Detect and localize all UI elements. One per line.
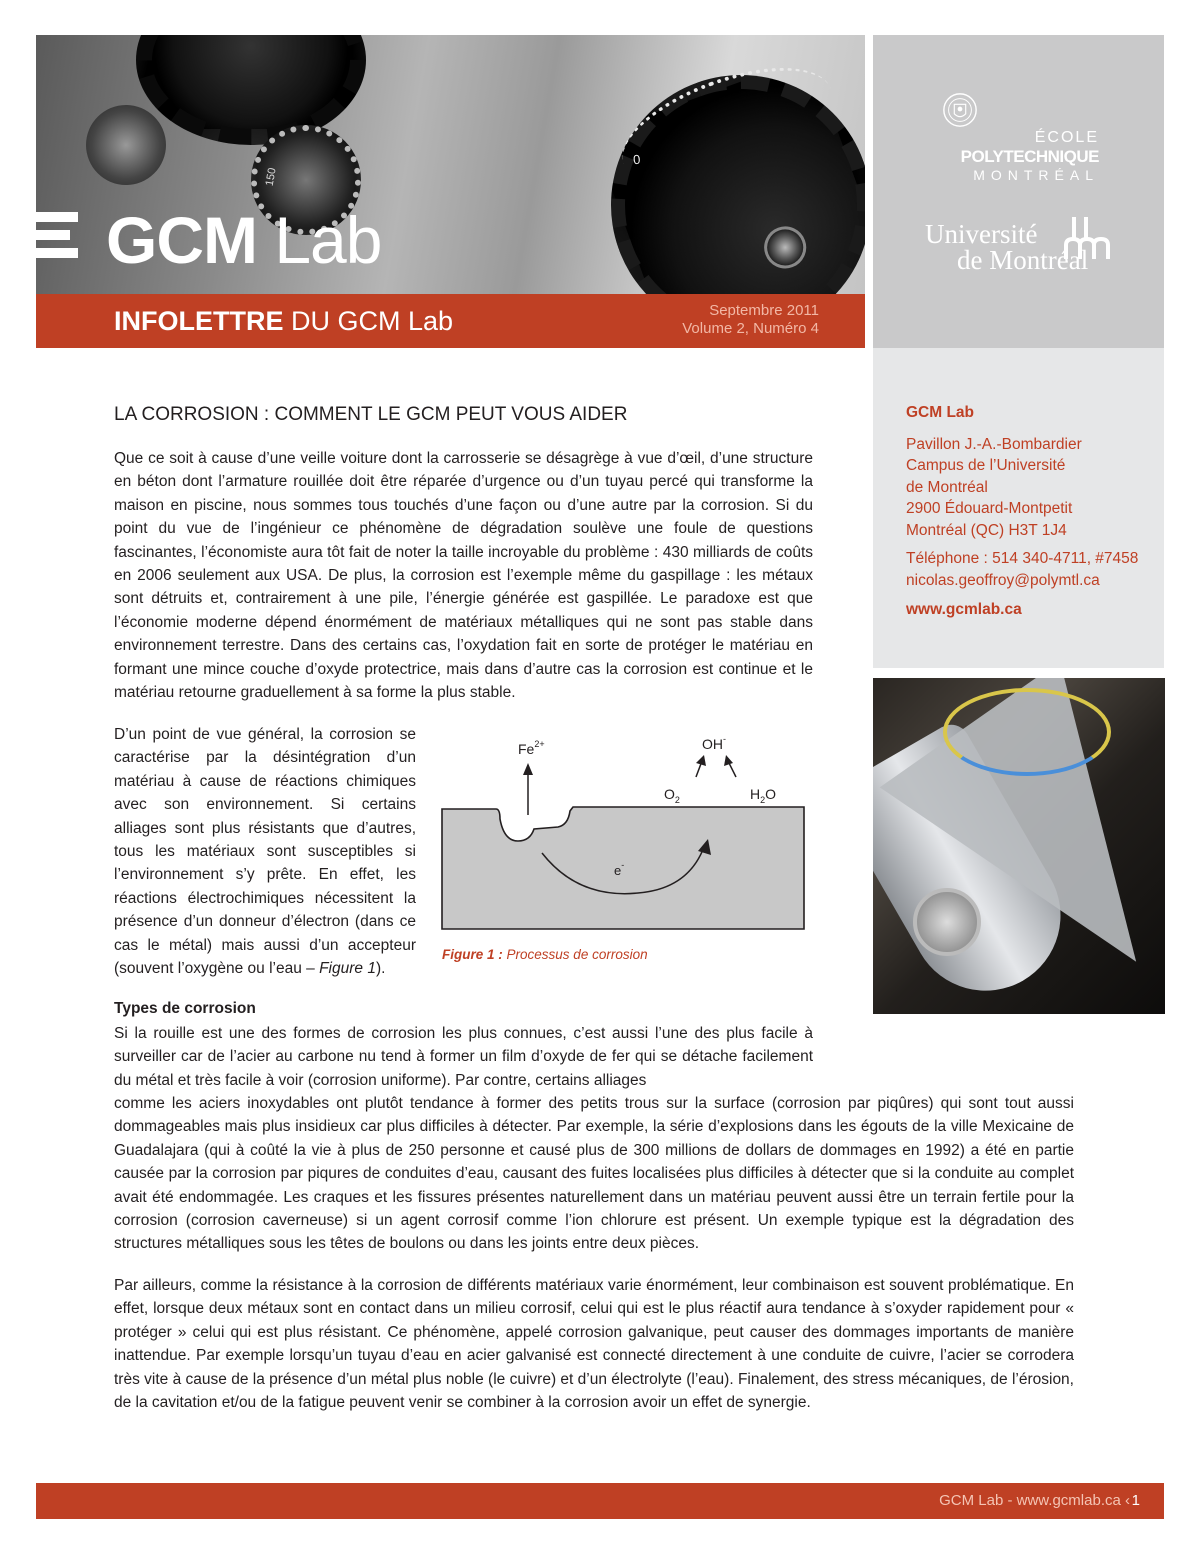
- wires: [943, 688, 1111, 776]
- udem-line1: Université: [925, 219, 1038, 249]
- address-line: Campus de l’Université: [906, 457, 1066, 474]
- paragraph-text: D’un point de vue général, la corrosion se caractérise par la désintégration d’un matériau à cause de réactions chimiques avec son environnement. Si certains alliages sont plus résistants que d’autres, tous les matériaux sont susceptibles si l’environnement s’y prête. En effet, les réactions électrochimiques nécessitent la présence d’un donneur d’électron (dans ce cas le métal) mais aussi d’un accepteur (souvent l’oxygène ou l’eau –: [114, 726, 416, 978]
- article-headline: LA CORROSION : COMMENT LE GCM PEUT VOUS AIDER: [114, 404, 628, 425]
- gcm-logo: [106, 205, 381, 275]
- contact-name: GCM Lab: [906, 404, 975, 421]
- microscope-knob: [86, 105, 166, 185]
- footer-text[interactable]: GCM Lab - www.gcmlab.ca ‹: [939, 1492, 1130, 1509]
- newsletter-title-bold: INFOLETTRE: [114, 306, 284, 336]
- fe-ion-label: $Fe^{2+}$: [518, 739, 545, 757]
- corrosion-diagram: [438, 729, 816, 939]
- microscope-knob: [136, 35, 366, 145]
- section-heading: Types de corrosion: [114, 1000, 256, 1017]
- udem-logo: [923, 215, 1113, 295]
- address-line: 2900 Édouard-Montpetit: [906, 500, 1073, 517]
- equipment-photo: [873, 678, 1165, 1014]
- arrowhead: [724, 755, 733, 766]
- water-label: $H_2O$: [750, 786, 777, 805]
- contact-email[interactable]: nicolas.geoffroy@polymtl.ca: [906, 571, 1100, 589]
- newsletter-title: [114, 306, 453, 337]
- dial-label: 150: [263, 166, 279, 188]
- issue-date: Septembre 2011: [709, 302, 819, 319]
- issue-info: [682, 302, 819, 338]
- article-paragraph: comme les aciers inoxydables ont plutôt tendance à former des petits trous sur la surface (corrosion par piqûres) qui sont tout aussi dommageables mais plus insidieux car plus difficiles à détecter. Par exemple, la série d’explosions dans les égouts de la ville Mexicaine de Guadalajara (qui à coûté la vie à plus de 250 personne et causé plus de 300 millions de dollars de dommages en 1992) a été en partie causée par la corrosion par piqures de conduites d’eau, causant des fuites localisées plus difficiles à détecter que si la conduite au complet avait été endommagée. Les craques et les fissures présentes naturellement dans un matériau peuvent aussi être un terrain fertile pour la corrosion (corrosion caverneuse) si un agent corrosif comme l’ion chlorure est présent. Un exemple typique est la dégradation des structures métalliques sous les têtes de boulons ou dans les joints entre deux pièces.: [114, 1095, 1074, 1253]
- newsletter-bar: [36, 294, 865, 348]
- dial-label: 0: [632, 151, 641, 168]
- address-line: Pavillon J.-A.-Bombardier: [906, 435, 1082, 453]
- poly-line3: MONTRÉAL: [973, 167, 1099, 183]
- poly-line2: POLYTECHNIQUE: [960, 147, 1099, 166]
- udem-line2: de Montréal: [957, 245, 1089, 275]
- partner-panel: [873, 35, 1164, 348]
- connector: [913, 888, 981, 956]
- article-paragraph: Que ce soit à cause d’une veille voiture dont la carrosserie se désagrège à vue d’œil, d’une structure en béton dont l’armature rouillée doit être réparée d’urgence ou d’un tuyau percé qui transforme la maison en piscine, nous sommes tous touchés d’une façon ou d’une autre par la corrosion. Si du point du vue de l’ingénieur ce phénomène de dégradation soulève une foule de questions fascinantes, l’économiste aura tôt fait de noter la taille incroyable du problème : 430 milliards de coûts en 2006 seulement aux USA. De plus, la corrosion est l’exemple même du gaspillage : les métaux sont détruits et, contrairement à une pile, l’énergie générée est gaspillée. Le paradoxe est que l’économie moderne dépend énormément de matériaux métalliques qui ne sont pas stable dans environnement terrestre. Dans des certains cas, l’oxydation fait en sorte de protéger le matériau en formant une mince couche d’oxyde protectrice, mais dans d’autre cas la corrosion est continue et le matériau retourne graduellement à sa forme la plus stable.: [114, 450, 813, 702]
- lens: [758, 221, 812, 275]
- oxygen-label: $O_2$: [664, 786, 680, 805]
- microscope-dial: [574, 38, 865, 294]
- article-paragraph: [114, 723, 416, 980]
- gcm-logo-icon: [36, 212, 78, 268]
- electron-label: e-: [614, 860, 625, 878]
- logo-light: Lab: [274, 203, 382, 277]
- hydroxide-label: OH-: [702, 734, 726, 752]
- udem-mark-icon: [1064, 215, 1112, 263]
- address-line: de Montréal: [906, 478, 988, 496]
- poly-line1: ÉCOLE: [1034, 129, 1099, 146]
- paragraph-text: ).: [375, 960, 386, 978]
- logo-bold: GCM: [106, 203, 257, 277]
- address-line: Montréal (QC) H3T 1J4: [906, 521, 1067, 539]
- footer-bar: [36, 1483, 1164, 1519]
- contact-panel: [873, 348, 1164, 668]
- figure-reference: Figure 1: [319, 960, 376, 978]
- figure-caption: [442, 947, 648, 962]
- article-paragraph: Par ailleurs, comme la résistance à la corrosion de différents matériaux varie énormément, leur combinaison est souvent problématique. En effet, lorsque deux métaux sont en contact dans un milieu corrosif, celui qui est le plus réactif aura tendance à s’oxyder rapidement pour « protéger » celui qui est plus résistant. Ce phénomène, appelé corrosion galvanique, peut causer des dommages importants de manière inattendue. Par exemple lorsqu’un tuyau d’eau en acier galvanisé est connecté directement à une conduite de cuivre, l’acier se corrodera très vite à cause de la présence d’un métal plus noble (le cuivre) et d’un électrolyte (l’eau). Finalement, des stress mécaniques, de l’érosion, de la cavitation et/ou de la fatigue peuvent venir se combiner à la corrosion avoir un effet de synergie.: [114, 1277, 1074, 1412]
- dial-scale: [608, 44, 847, 208]
- polytechnique-seal-icon: [941, 91, 979, 129]
- contact-phone: Téléphone : 514 340-4711, #7458: [906, 550, 1139, 567]
- arrowhead: [523, 763, 533, 775]
- contact-info: [906, 402, 1156, 621]
- newsletter-title-rest: DU GCM Lab: [291, 306, 454, 336]
- figure-caption-label: Figure 1 :: [442, 947, 503, 962]
- arrowhead: [696, 755, 706, 766]
- figure-caption-text: Processus de corrosion: [506, 947, 648, 962]
- issue-volume: Volume 2, Numéro 4: [682, 320, 819, 337]
- contact-website-link[interactable]: www.gcmlab.ca: [906, 601, 1022, 618]
- article-paragraph: Si la rouille est une des formes de corrosion les plus connues, c’est aussi l’une des plus facile à surveiller car de l’acier au carbone nu tend à former un film d’oxyde de fer qui se détache facilement du métal et très facile à voir (corrosion uniforme). Par contre, certains alliages: [114, 1025, 813, 1089]
- page-number: 1: [1131, 1492, 1140, 1509]
